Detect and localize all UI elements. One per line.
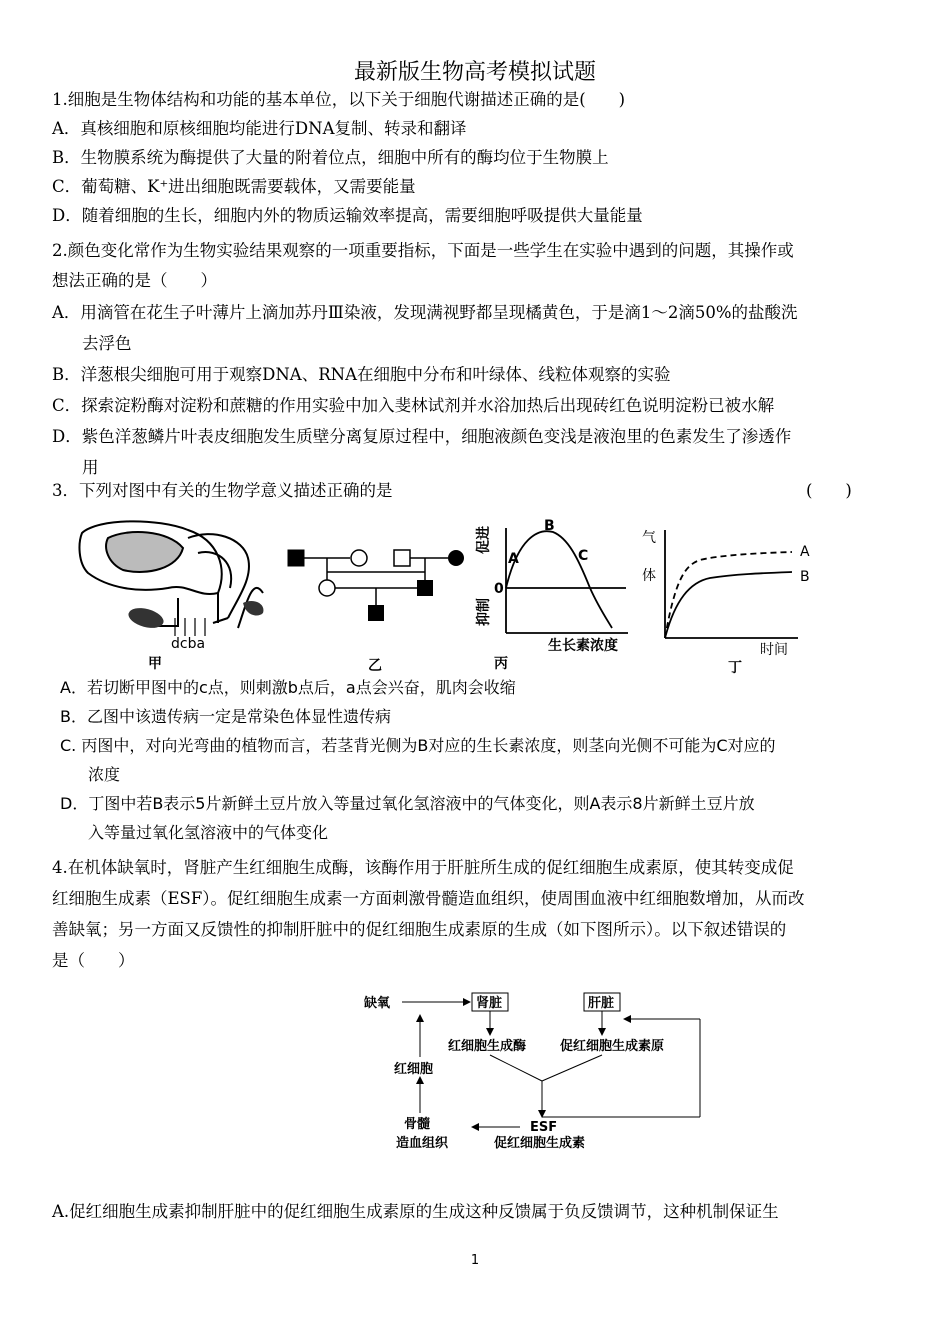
figure-jia-points: dcba	[171, 636, 206, 652]
q3-answer-paren: ( )	[806, 481, 852, 500]
q1-option-d: D．随着细胞的生长，细胞内外的物质运输效率提高，需要细胞呼吸提供大量能量	[52, 206, 643, 225]
figure-bing-y-zero: 0	[494, 581, 504, 597]
figure-ding-y-label1: 气	[642, 530, 656, 546]
pedigree-male	[394, 550, 410, 566]
figure-bing-point-a: A	[508, 551, 519, 567]
q2-option-d-line1: D．紫色洋葱鳞片叶表皮细胞发生质壁分离复原过程中，细胞液颜色变浅是液泡里的色素发生了渗透作	[52, 427, 792, 446]
diagram-esf: ESF	[530, 1120, 558, 1135]
figure-ding-y-label2: 体	[642, 568, 656, 584]
q3-option-b: B．乙图中该遗传病一定是常染色体显性遗传病	[60, 707, 391, 726]
q4-stem-line4: 是（ ）	[52, 951, 135, 970]
diagram-esf-name: 促红细胞生成素	[494, 1136, 586, 1151]
q2-stem-line2: 想法正确的是（ ）	[52, 271, 217, 290]
pedigree-female	[351, 550, 367, 566]
figure-ding-gas-curve	[640, 520, 820, 675]
diagram-enzyme: 红细胞生成酶	[448, 1039, 527, 1054]
pedigree-affected-female	[448, 550, 464, 566]
q3-option-d-line2: 入等量过氧化氢溶液中的气体变化	[88, 823, 329, 842]
page-title: 最新版生物高考模拟试题	[353, 60, 596, 85]
figure-bing-point-b: B	[544, 518, 555, 534]
q2-option-a-line1: A．用滴管在花生子叶薄片上滴加苏丹Ⅲ染液，发现满视野都呈现橘黄色，于是滴1～2滴50%的盐酸洗	[52, 303, 798, 322]
pedigree-affected-male	[368, 605, 384, 621]
figure-bing-x-label: 生长素浓度	[548, 638, 618, 654]
diagram-hypoxia: 缺氧	[364, 996, 391, 1011]
figure-yi-pedigree	[282, 540, 472, 675]
figure-ding-caption: 丁	[728, 660, 742, 676]
figure-yi-caption: 乙	[368, 658, 382, 674]
figure-bing-auxin-curve	[478, 518, 638, 673]
q4-option-a: A.促红细胞生成素抑制肝脏中的促红细胞生成素原的生成这种反馈属于负反馈调节，这种机制保证生	[52, 1202, 779, 1221]
figure-bing-y-inhibit: 抑制	[476, 598, 492, 626]
q4-stem-line1: 4.在机体缺氧时，肾脏产生红细胞生成酶，该酶作用于肝脏所生成的促红细胞生成素原，使其转变成促	[52, 858, 794, 877]
pedigree-affected-male	[417, 580, 433, 596]
figure-bing-caption: 丙	[494, 656, 508, 672]
figure-bing-point-c: C	[578, 548, 589, 564]
diagram-marrow-line2: 造血组织	[396, 1136, 449, 1151]
q1-stem: 1.细胞是生物体结构和功能的基本单位，以下关于细胞代谢描述正确的是( )	[52, 90, 626, 109]
q4-stem-line2: 红细胞生成素（ESF）。促红细胞生成素一方面刺激骨髓造血组织，使周围血液中红细胞数增加，从而改	[52, 889, 805, 908]
q1-option-b: B．生物膜系统为酶提供了大量的附着位点，细胞中所有的酶均位于生物膜上	[52, 148, 609, 167]
figure-jia-caption: 甲	[148, 656, 162, 672]
q3-option-c-line1: C. 丙图中，对向光弯曲的植物而言，若茎背光侧为B对应的生长素浓度，则茎向光侧不可能为C对应的	[60, 736, 776, 755]
figure-epo-feedback-diagram	[360, 985, 710, 1155]
q1-option-c: C．葡萄糖、K⁺进出细胞既需要载体，又需要能量	[52, 177, 416, 196]
pedigree-female	[319, 580, 335, 596]
pedigree-affected-male	[288, 550, 304, 566]
diagram-liver: 肝脏	[588, 996, 615, 1011]
q2-stem-line1: 2.颜色变化常作为生物实验结果观察的一项重要指标，下面是一些学生在实验中遇到的问题，其操作或	[52, 241, 794, 260]
diagram-marrow-line1: 骨髓	[404, 1117, 431, 1132]
diagram-rbc: 红细胞	[394, 1062, 434, 1077]
q2-option-d-line2: 用	[82, 458, 99, 477]
figure-ding-curve-a: A	[800, 544, 810, 560]
q1-option-a: A．真核细胞和原核细胞均能进行DNA复制、转录和翻译	[52, 119, 467, 138]
figure-jia-reflex-arc	[78, 518, 268, 673]
q3-stem: 3．下列对图中有关的生物学意义描述正确的是	[52, 481, 393, 500]
q3-option-a: A．若切断甲图中的c点，则刺激b点后，a点会兴奋，肌肉会收缩	[60, 678, 516, 697]
q2-option-b: B．洋葱根尖细胞可用于观察DNA、RNA在细胞中分布和叶绿体、线粒体观察的实验	[52, 365, 671, 384]
q2-option-c: C．探索淀粉酶对淀粉和蔗糖的作用实验中加入斐林试剂并水浴加热后出现砖红色说明淀粉已被水解	[52, 396, 775, 415]
figure-bing-y-promote: 促进	[476, 526, 492, 554]
page-number: 1	[470, 1253, 480, 1268]
q3-option-c-line2: 浓度	[88, 765, 121, 784]
figure-ding-x-label: 时间	[760, 642, 788, 658]
diagram-kidney: 肾脏	[476, 996, 503, 1011]
q2-option-a-line2: 去浮色	[82, 334, 132, 353]
q3-option-d-line1: D．丁图中若B表示5片新鲜土豆片放入等量过氧化氢溶液中的气体变化，则A表示8片新鲜土豆片放	[60, 794, 755, 813]
figure-ding-curve-b: B	[800, 569, 810, 585]
diagram-precursor: 促红细胞生成素原	[560, 1039, 665, 1054]
q4-stem-line3: 善缺氧；另一方面又反馈性的抑制肝脏中的促红细胞生成素原的生成（如下图所示）。以下叙述错误的	[52, 920, 787, 939]
